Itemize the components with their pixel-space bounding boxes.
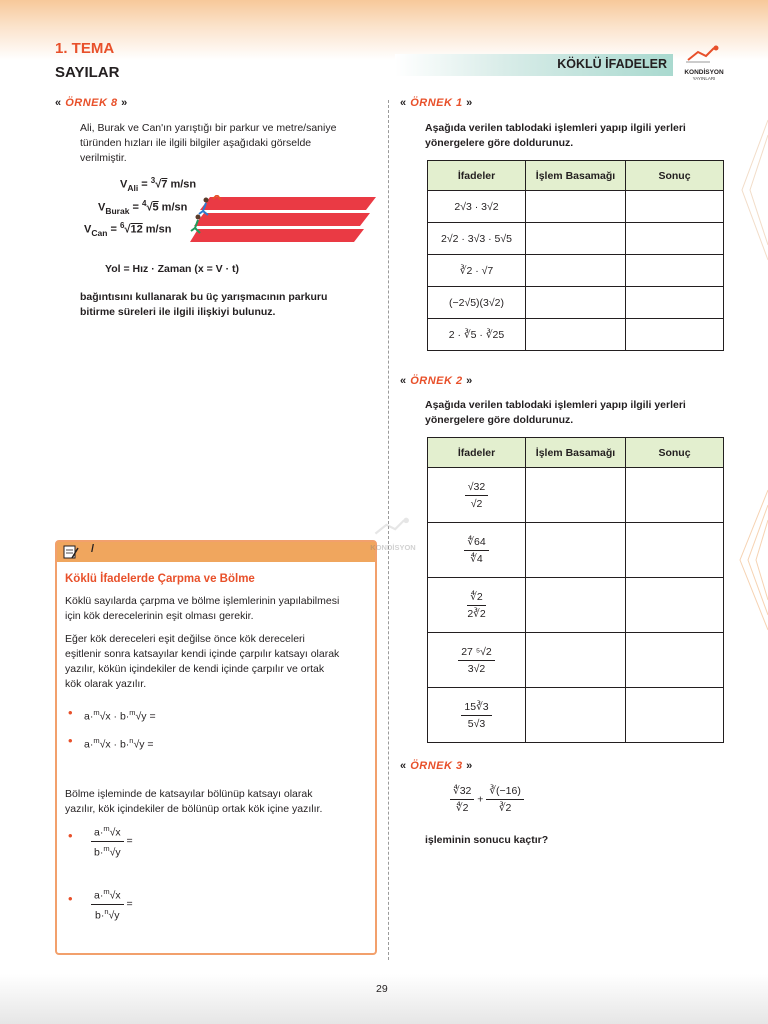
expression-cell: 2√2 · 3√3 · 5√5 <box>428 223 526 255</box>
table-row <box>428 578 724 633</box>
column-header-steps: İşlem Basamağı <box>526 161 626 191</box>
info-box-title: Köklü İfadelerde Çarpma ve Bölme <box>65 573 255 585</box>
runner-logo-icon <box>684 44 724 64</box>
example-2-table <box>427 437 724 743</box>
example-2-instruction: Aşağıda verilen tablodaki işlemleri yapıp ilgili yerleri yönergelere göre doldurunuz. <box>425 399 686 426</box>
unit-title: SAYILAR <box>55 64 120 81</box>
example-3-expression: $\frac{∜32}{∜2}$ + $\frac{∛(-16)}{∛2}$ <box>450 785 524 814</box>
steps-answer-cell[interactable] <box>526 255 626 287</box>
column-header-expressions: İfadeler <box>428 161 526 191</box>
steps-answer-cell[interactable] <box>526 688 626 743</box>
example-8-question: bağıntısını kullanarak bu üç yarışmacının parkuru bitirme süreleri ile ilgili ilişkiyi bulunuz. <box>80 291 328 318</box>
result-answer-cell[interactable] <box>626 578 724 633</box>
topic-banner <box>395 54 673 76</box>
expression-cell: $\frac{∜64}{∜4}$ <box>428 523 526 578</box>
watermark-logo <box>360 516 426 556</box>
rule-multiply-different-index: • a·$^m$√x · b·$^n$√y = <box>68 733 154 751</box>
watermark-brand: KONDİSYON <box>370 543 416 552</box>
example-1-title: « ÖRNEK 1 » <box>400 97 473 109</box>
speed-ali: $V_{Ali} = ^3√7$ m/sn <box>120 176 197 193</box>
result-answer-cell[interactable] <box>626 688 724 743</box>
example-3-title: « ÖRNEK 3 » <box>400 760 473 772</box>
result-answer-cell[interactable] <box>626 191 724 223</box>
logo-sub-text: YAYINLARI <box>692 76 716 81</box>
race-track <box>190 195 376 245</box>
result-answer-cell[interactable] <box>626 319 724 351</box>
speed-burak: $V_{Burak} = ^4√5$ m/sn <box>98 199 188 216</box>
table-header-row <box>428 438 724 468</box>
steps-answer-cell[interactable] <box>526 633 626 688</box>
table-row <box>428 223 724 255</box>
table-header-row <box>428 161 724 191</box>
steps-answer-cell[interactable] <box>526 468 626 523</box>
publisher-logo <box>676 44 732 81</box>
example-8-formula: Yol = Hız · Zaman (x = V · t) <box>105 263 239 275</box>
result-answer-cell[interactable] <box>626 255 724 287</box>
table-row <box>428 255 724 287</box>
example-1-table <box>427 160 724 351</box>
header-slash-mark: / <box>91 543 95 555</box>
rule-divide-different-index: • $\frac{a\cdot^m√x}{b\cdot^n√y}$ = <box>68 887 133 921</box>
info-paragraph-1: Köklü sayılarda çarpma ve bölme işlemlerinin yapılabilmesi için kök derecelerinin eşit olması gerekir. <box>65 595 340 622</box>
side-chevron-decoration <box>728 60 768 980</box>
table-row <box>428 287 724 319</box>
expression-cell: $\frac{∜2}{2∛2}$ <box>428 578 526 633</box>
info-box <box>55 540 377 955</box>
example-8-title: « ÖRNEK 8 » <box>55 97 128 109</box>
info-paragraph-3: Bölme işleminde de katsayılar bölünüp katsayı olarak yazılır, kök içindekiler de bölünüp ortak kök içine yazılır. <box>65 788 323 815</box>
watermark-runner-icon <box>368 516 418 538</box>
topic-title: KÖKLÜ İFADELER <box>557 57 667 71</box>
steps-answer-cell[interactable] <box>526 319 626 351</box>
info-paragraph-2: Eğer kök dereceleri eşit değilse önce kök dereceleri eşitlenir sonra katsayılar kendi içinde çarpılır katsayı olarak yazılır, kökün içindekiler de kendi içinde çarpılır ve ortak kök olarak yazılır. <box>65 633 340 690</box>
steps-answer-cell[interactable] <box>526 191 626 223</box>
expression-cell: $\frac{15∛3}{5√3}$ <box>428 688 526 743</box>
expression-cell: 2√3 · 3√2 <box>428 191 526 223</box>
header-decoration <box>0 0 768 60</box>
example-8-intro: Ali, Burak ve Can'ın yarıştığı bir parkur ve metre/saniye türünden hızları ile ilgili bilgiler aşağıdaki görselde verilmiştir. <box>80 122 337 164</box>
column-header-steps: İşlem Basamağı <box>526 438 626 468</box>
result-answer-cell[interactable] <box>626 633 724 688</box>
example-1-instruction: Aşağıda verilen tablodaki işlemleri yapıp ilgili yerleri yönergelere göre doldurunuz. <box>425 122 686 149</box>
table-row <box>428 633 724 688</box>
table-row <box>428 468 724 523</box>
info-box-header <box>57 542 375 562</box>
steps-answer-cell[interactable] <box>526 523 626 578</box>
column-header-expressions: İfadeler <box>428 438 526 468</box>
result-answer-cell[interactable] <box>626 468 724 523</box>
rule-multiply-equal-index: • a·$^m$√x · b·$^m$√y = <box>68 705 156 723</box>
expression-cell: $\frac{√32}{√2}$ <box>428 468 526 523</box>
expression-cell: ∛2 · √7 <box>428 255 526 287</box>
column-header-result: Sonuç <box>626 161 724 191</box>
speed-can: $V_{Can} = ^6√12$ m/sn <box>84 221 172 238</box>
footer-decoration <box>0 974 768 1024</box>
column-header-result: Sonuç <box>626 438 724 468</box>
example-3-question: işleminin sonucu kaçtır? <box>425 834 549 846</box>
page-number: 29 <box>376 983 388 995</box>
logo-brand-text: KONDİSYON <box>684 69 724 76</box>
table-row <box>428 319 724 351</box>
expression-cell: (−2√5)(3√2) <box>428 287 526 319</box>
steps-answer-cell[interactable] <box>526 223 626 255</box>
table-row <box>428 191 724 223</box>
steps-answer-cell[interactable] <box>526 287 626 319</box>
steps-answer-cell[interactable] <box>526 578 626 633</box>
table-row <box>428 688 724 743</box>
example-2-title: « ÖRNEK 2 » <box>400 375 473 387</box>
table-row <box>428 523 724 578</box>
notebook-pencil-icon <box>63 545 79 559</box>
expression-cell: 2 · ∛5 · ∛25 <box>428 319 526 351</box>
result-answer-cell[interactable] <box>626 523 724 578</box>
rule-divide-equal-index: • $\frac{a\cdot^m√x}{b\cdot^m√y}$ = <box>68 824 133 858</box>
expression-cell: $\frac{\text{27 ⁵√2}}{3√2}$ <box>428 633 526 688</box>
result-answer-cell[interactable] <box>626 223 724 255</box>
theme-label: 1. TEMA <box>55 40 115 57</box>
result-answer-cell[interactable] <box>626 287 724 319</box>
